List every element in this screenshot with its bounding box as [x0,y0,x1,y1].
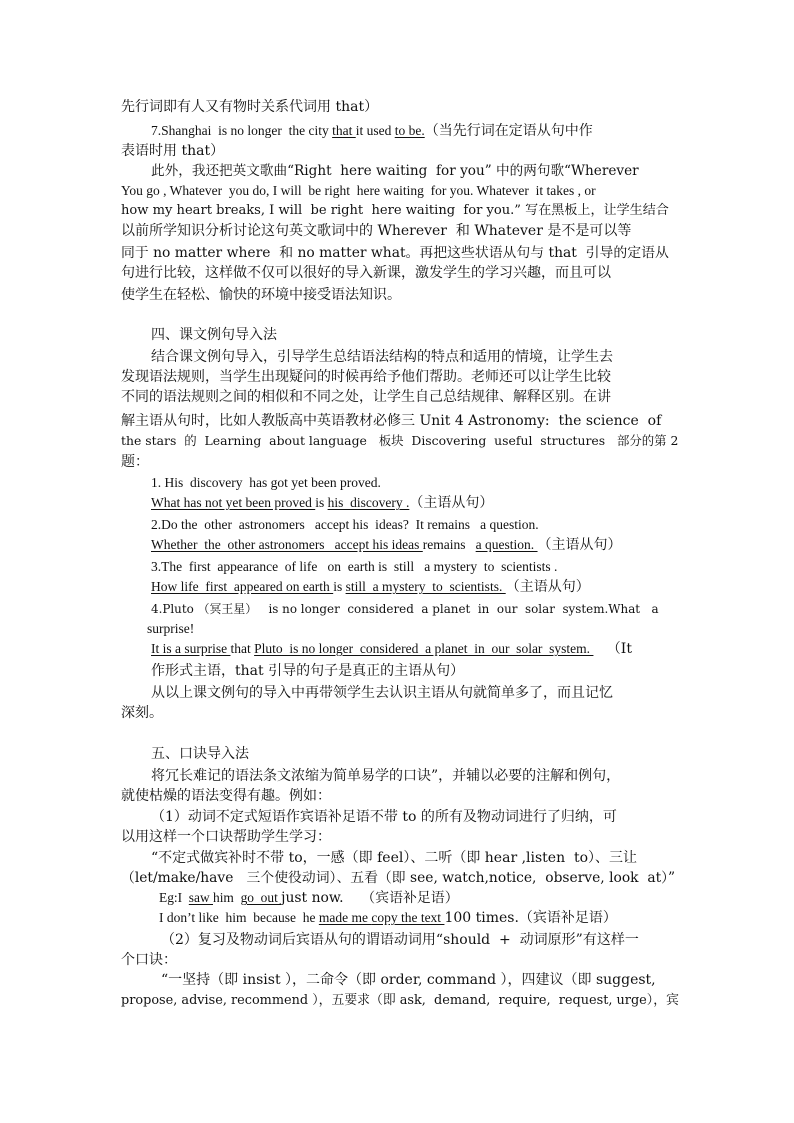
text-span: 解主语从句时，比如人教版高中英语教材必修三 Unit 4 Astronomy: the science of [121,413,662,429]
text-line [161,969,670,991]
text-span: 五、口诀导入法 [151,746,249,762]
text-line [121,949,191,971]
text-span: 7.Shanghai is no longer the city [151,123,333,138]
text-line [121,430,679,452]
text-span: 先行词即有人又有物时关系代词用 that） [121,99,379,115]
text-span: that [230,641,255,656]
text-line [151,765,671,787]
text-line [151,160,639,182]
text-line [121,386,669,408]
text-span: 深刻。 [121,705,163,721]
text-line [159,907,655,929]
text-span: 四、课文例句导入法 [151,327,277,343]
text-span: 此外，我还把英文歌曲“Right here waiting for you” 中的两句歌“Wherever [151,163,639,179]
underlined-text: his discovery . [327,495,410,510]
text-span: “一坚持（即 insist ），二命令（即 order, command ），四建议（即 suggest, [161,972,656,988]
text-line [151,492,521,514]
text-span: how my heart breaks, I will be right here waiting for you.” 写在黑板上，让学生结合 [121,203,669,218]
text-line [151,120,659,142]
text-line [121,826,366,848]
text-span: （1）动词不定式短语作宾语补足语不带 to 的所有及物动词进行了归纳，可 [151,809,617,825]
text-line [121,220,669,242]
text-line [151,576,636,598]
text-span: “不定式做宾补时不带 to，一感（即 feel）、二听（即 hear ,listen to）、三让 [151,850,638,866]
text-span: 题： [121,454,149,470]
text-span: 1. His discovery has got yet been proved. [151,475,381,490]
text-span: 作形式主语，that 引导的句子是真正的主语从句） [151,663,465,679]
underlined-text: saw [188,890,213,905]
text-span: 表语时用 that） [121,143,225,159]
text-span: 100 times.（宾语补足语） [444,910,617,926]
text-span: is [333,579,346,594]
text-line [151,806,656,828]
underlined-text: How life first appeared on earth [151,579,334,594]
text-line [151,346,681,368]
text-line [151,324,301,346]
text-span: 3.The first appearance of life on earth is still a mystery to scientists . [151,559,561,574]
text-span: remains [422,537,476,552]
text-span: him [213,890,241,905]
text-line [121,284,451,306]
text-line [121,451,161,473]
text-span: 结合课文例句导入，引导学生总结语法结构的特点和适用的情境，让学生去 [151,349,613,365]
text-span: 以前所学知识分析讨论这句英文歌词中的 Wherever 和 Whatever 是不是可以等 [121,223,632,239]
underlined-text: go out [240,890,282,905]
text-span: 将冗长难记的语法条文浓缩为简单易学的口诀”，并辅以必要的注解和例句， [151,768,621,784]
text-line [121,785,361,807]
text-line [151,534,661,556]
underlined-text: What has not yet been proved [151,495,316,510]
text-span: （主语从句） [537,537,622,553]
text-span: it used [355,123,395,138]
text-span: Eg:I [159,890,189,905]
text-line [121,366,669,388]
text-line [121,200,669,222]
text-span: 从以上课文例句的导入中再带领学生去认识主语从句就简单多了，而且记忆 [151,685,613,701]
text-span: （2）复习及物动词后宾语从句的谓语动词用“should + 动词原形”有这样一 [161,932,639,948]
text-span: （当先行词在定语从句中作 [424,123,593,139]
text-span: 发现语法规则，当学生出现疑问的时候再给予他们帮助。老师还可以让学生比较 [121,369,611,385]
text-line [121,242,669,264]
text-span: 同于 no matter where 和 no matter what。再把这些状语从句与 that 引导的定语从 [121,245,669,261]
text-line [151,847,677,869]
text-line [151,598,659,620]
text-span: 就使枯燥的语法变得有趣。例如： [121,788,331,804]
text-line [151,682,663,704]
text-span: You go , Whatever you do, I will be right here waiting for you. Whatever it takes , or [121,183,596,198]
text-span: 以用这样一个口诀帮助学生学习： [121,829,331,845]
text-line [151,638,679,660]
text-line [151,472,413,494]
underlined-text: a question. [475,537,538,552]
text-line [121,140,231,162]
text-span: propose, advise, recommend ），五要求（即 ask, demand, require, request, urge），宾 [121,993,679,1008]
text-line [151,514,571,536]
text-line [159,887,459,909]
text-line [161,929,676,951]
text-line [121,180,663,202]
text-span: the stars 的 Learning about language 板块 Discovering useful structures 部分的第 2 [121,433,679,448]
text-span: surprise! [147,621,195,636]
text-span: 不同的语法规则之间的相似和不同之处，让学生自己总结规律、解释区别。在讲 [121,389,611,405]
underlined-text: copy the text [371,910,445,925]
text-span: just now. （宾语补足语） [281,890,459,906]
text-span: is [315,495,328,510]
text-span: 个口诀： [121,952,177,968]
underlined-text: that [332,123,356,138]
text-span: 4.Pluto （冥王星） is no longer considered a planet in our solar system.What a [151,602,659,616]
underlined-text: It is a surprise [151,641,231,656]
text-line [147,618,197,640]
underlined-text: to be. [394,123,425,138]
underlined-text: made me [318,910,372,925]
text-line [121,990,679,1012]
text-line [121,702,176,724]
text-span: （It [593,641,632,657]
text-line [151,743,281,765]
text-line [151,556,581,578]
text-span: （let/make/have 三个使役动词）、五看（即 see, watch,notice, observe, look at）” [121,870,676,886]
text-line [121,96,401,118]
text-span: （主语从句） [409,495,494,511]
text-line [151,660,499,682]
underlined-text: Whether the other astronomers accept his ideas [151,537,423,552]
text-span: 2.Do the other astronomers accept his ideas? It remains a question. [151,517,539,532]
text-line [121,867,675,889]
text-span: （主语从句） [505,579,590,595]
text-span: 使学生在轻松、愉快的环境中接受语法知识。 [121,287,401,303]
underlined-text: Pluto is no longer considered a planet in our solar system. [254,641,594,656]
text-line [121,410,669,432]
underlined-text: still a mystery to scientists. [345,579,506,594]
text-span: 句进行比较，这样做不仅可以很好的导入新课，激发学生的学习兴趣，而且可以 [121,265,611,281]
text-span: I don’t like him because he [159,910,319,925]
text-line [121,262,669,284]
